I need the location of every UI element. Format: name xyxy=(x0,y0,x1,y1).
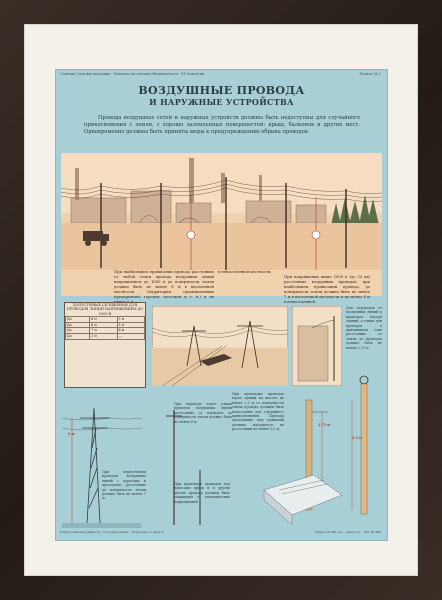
street-crossing-text: При переходе через улицы проводов воздушных линий расстояние от проводов до поверхности земли должно быть не менее 6 м. xyxy=(174,402,232,424)
left-crossing-text: При пересечении проводов воздушных линий с дорогами и проездами расстояние до поверхности земли должно быть не менее 7 м. xyxy=(102,470,146,501)
table-row: До 2 м — xyxy=(66,334,145,340)
label-6m: 6 м xyxy=(68,432,75,436)
footer-right-text: Тираж 25 000 экз. · Цена 1 р. · Зак. № 489 xyxy=(314,530,381,534)
sbl-table-panel xyxy=(64,302,146,388)
header-right-text: Плакат № 1 xyxy=(359,72,381,76)
building-wall-text: При прокладке проводов вдоль зданий на высоте не менее 2,5 м от поверхности земли провода должны быть недоступны для случайного прикосновения. Провода проходящие над крышами должны находиться на расстоянии не менее 2,5 м. xyxy=(232,392,284,432)
header-left-text: Главная Госэнергонадзора · Плакаты по технике безопасности · 33 плакатов xyxy=(60,72,204,76)
lattice-tower-illustration xyxy=(62,388,142,528)
band-text-right: При напряжении выше 1000 в (до 35 кв) расстояние воздушных проводов, при наибольшем провисании провода, до поверхности земли должно быть не менее 7 м в населенной местности и не менее 6 м в ненаселенной. xyxy=(284,275,370,304)
poster-footer-strip xyxy=(56,527,387,539)
clearance-table xyxy=(65,316,145,339)
poster xyxy=(56,70,387,540)
lamp-post-illustration xyxy=(344,370,384,520)
label-2-75m: 2,75 м xyxy=(318,423,331,427)
poster-subtitle: И НАРУЖНЫЕ УСТРОЙСТВА xyxy=(149,97,294,107)
railway-towers-illustration xyxy=(152,306,288,386)
table-row: До 6 м 5 м xyxy=(66,317,145,323)
label-2-5m: 2,5 м xyxy=(352,436,362,440)
building-entry-illustration xyxy=(292,306,342,386)
roof-wires-illustration xyxy=(254,470,344,525)
table-title: ДОПУСТИМЫЕ СБЛИЖЕНИЯ ДЛЯ ПРОВОДОВ ЛИНИЙ НАПРЯЖЕНИЕМ ДО 1000 В xyxy=(66,303,144,316)
table-row: До 7 м 6 м xyxy=(66,328,145,334)
intro-paragraph: Провода воздушных сетей и наружных устройств должны быть недоступны для случайного прикосновения с земли, с хорошо заземленных поверхностей: крыш, балконов и других мест. Одновременно должны быть приняты меры к предупреждению обрыва проводов. xyxy=(84,115,360,135)
poster-header-strip xyxy=(56,70,387,78)
footer-left-text: Ответственный редактор · Госэнергоиздат · Подписано к печати xyxy=(60,530,164,534)
band-text-left: При наибольшем провисании провода расстояние от любой точки провода воздушных линий напряжением до 1000 в до поверхности земли должно быть не менее 6 м в населенной местности (территории промышленных предприятий, городов, поселков и т. п.) и не xyxy=(114,270,214,299)
roof-protection-text: При прокладке проводов под навесами крыш и в других местах провода должны быть защищены от механических повреждений. xyxy=(174,482,230,504)
table-row: До 6 м 5 м xyxy=(66,322,145,328)
right-note-text: Для переходов от воздушных линий к проводам внутри зданий, а также для проводов к приемникам тока расстояние от земли до проводов должно быть не менее 2,75 м. xyxy=(346,306,382,350)
poster-title: ВОЗДУШНЫЕ ПРОВОДА xyxy=(138,84,305,97)
band-text-mid: в ненаселенной местности. xyxy=(218,270,272,274)
